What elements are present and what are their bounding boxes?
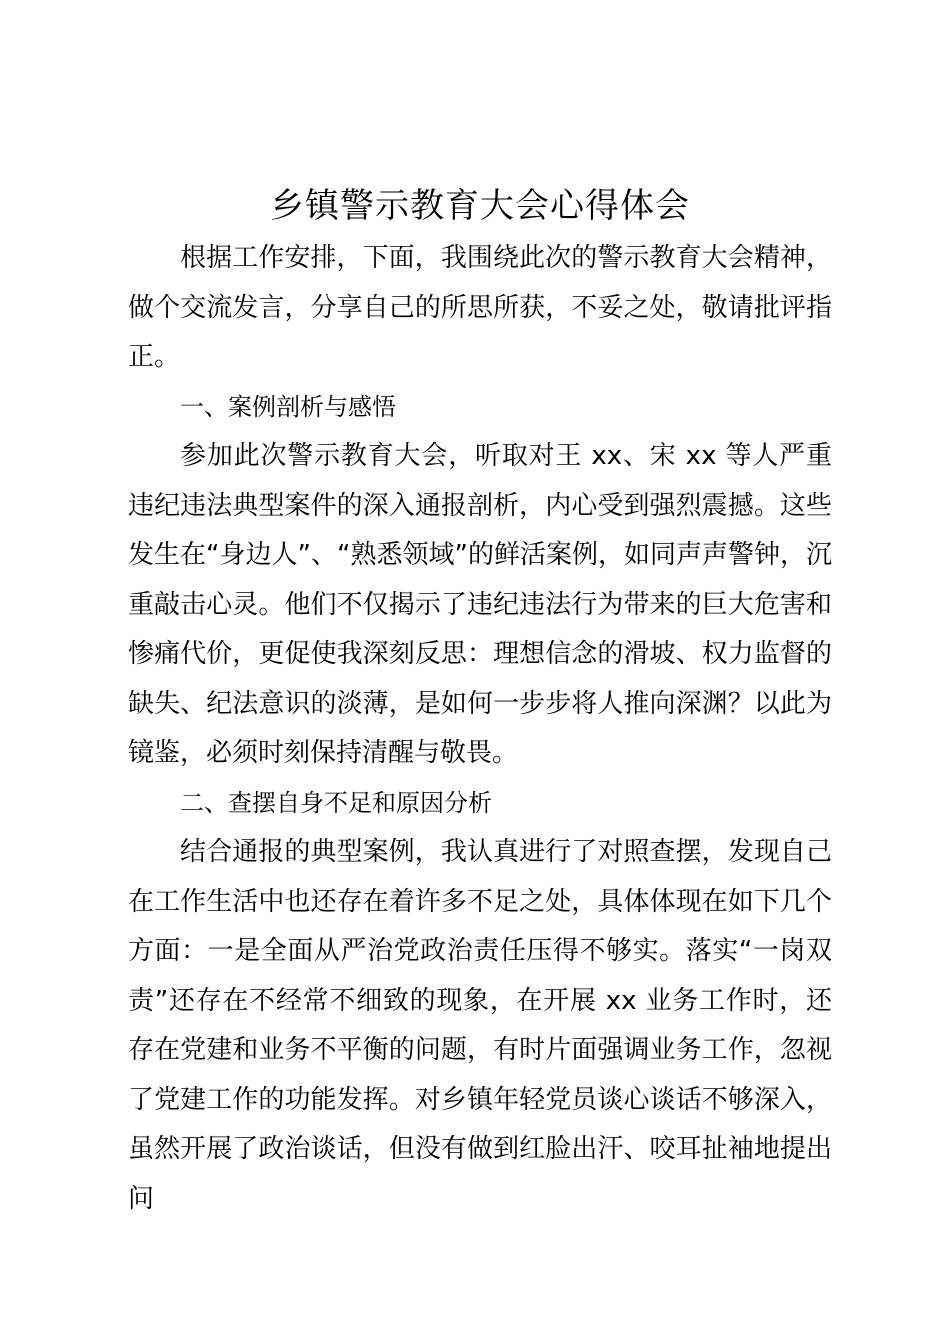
section-heading-1: 一、案例剖析与感悟: [180, 392, 396, 421]
section-heading-2: 二、查摆自身不足和原因分析: [180, 788, 492, 817]
document-title: 乡镇警示教育大会心得体会: [270, 186, 690, 226]
section-body-1: 参加此次警示教育大会，听取对王 xx、宋 xx 等人严重违纪违法典型案件的深入通报剖析，内心受到强烈震撼。这些发生在“身边人”、“熟悉领域”的鲜活案例，如同声声警钟，沉重敲击心灵。他们不仅揭示了违纪违法行为带来的巨大危害和惨痛代价，更促使我深刻反思：理想信念的滑坡、权力监督的缺失、纪法意识的淡薄，是如何一步步将人推向深渊？以此为镜鉴，必须时刻保持清醒与敬畏。: [128, 441, 832, 768]
document-page: [128, 178, 832, 1224]
section-body-2: 结合通报的典型案例，我认真进行了对照查摆，发现自己在工作生活中也还存在着许多不足之处，具体体现在如下几个方面：一是全面从严治党政治责任压得不够实。落实“一岗双责”还存在不经常不细致的现象，在开展 xx 业务工作时，还存在党建和业务不平衡的问题，有时片面强调业务工作，忽视了党建工作的功能发挥。对乡镇年轻党员谈心谈话不够深入，虽然开展了政治谈话，但没有做到红脸出汗、咬耳扯袖地提出问: [128, 837, 832, 1214]
intro-paragraph: 根据工作安排，下面，我围绕此次的警示教育大会精神，做个交流发言，分享自己的所思所获，不妥之处，敬请批评指正。: [128, 243, 832, 372]
